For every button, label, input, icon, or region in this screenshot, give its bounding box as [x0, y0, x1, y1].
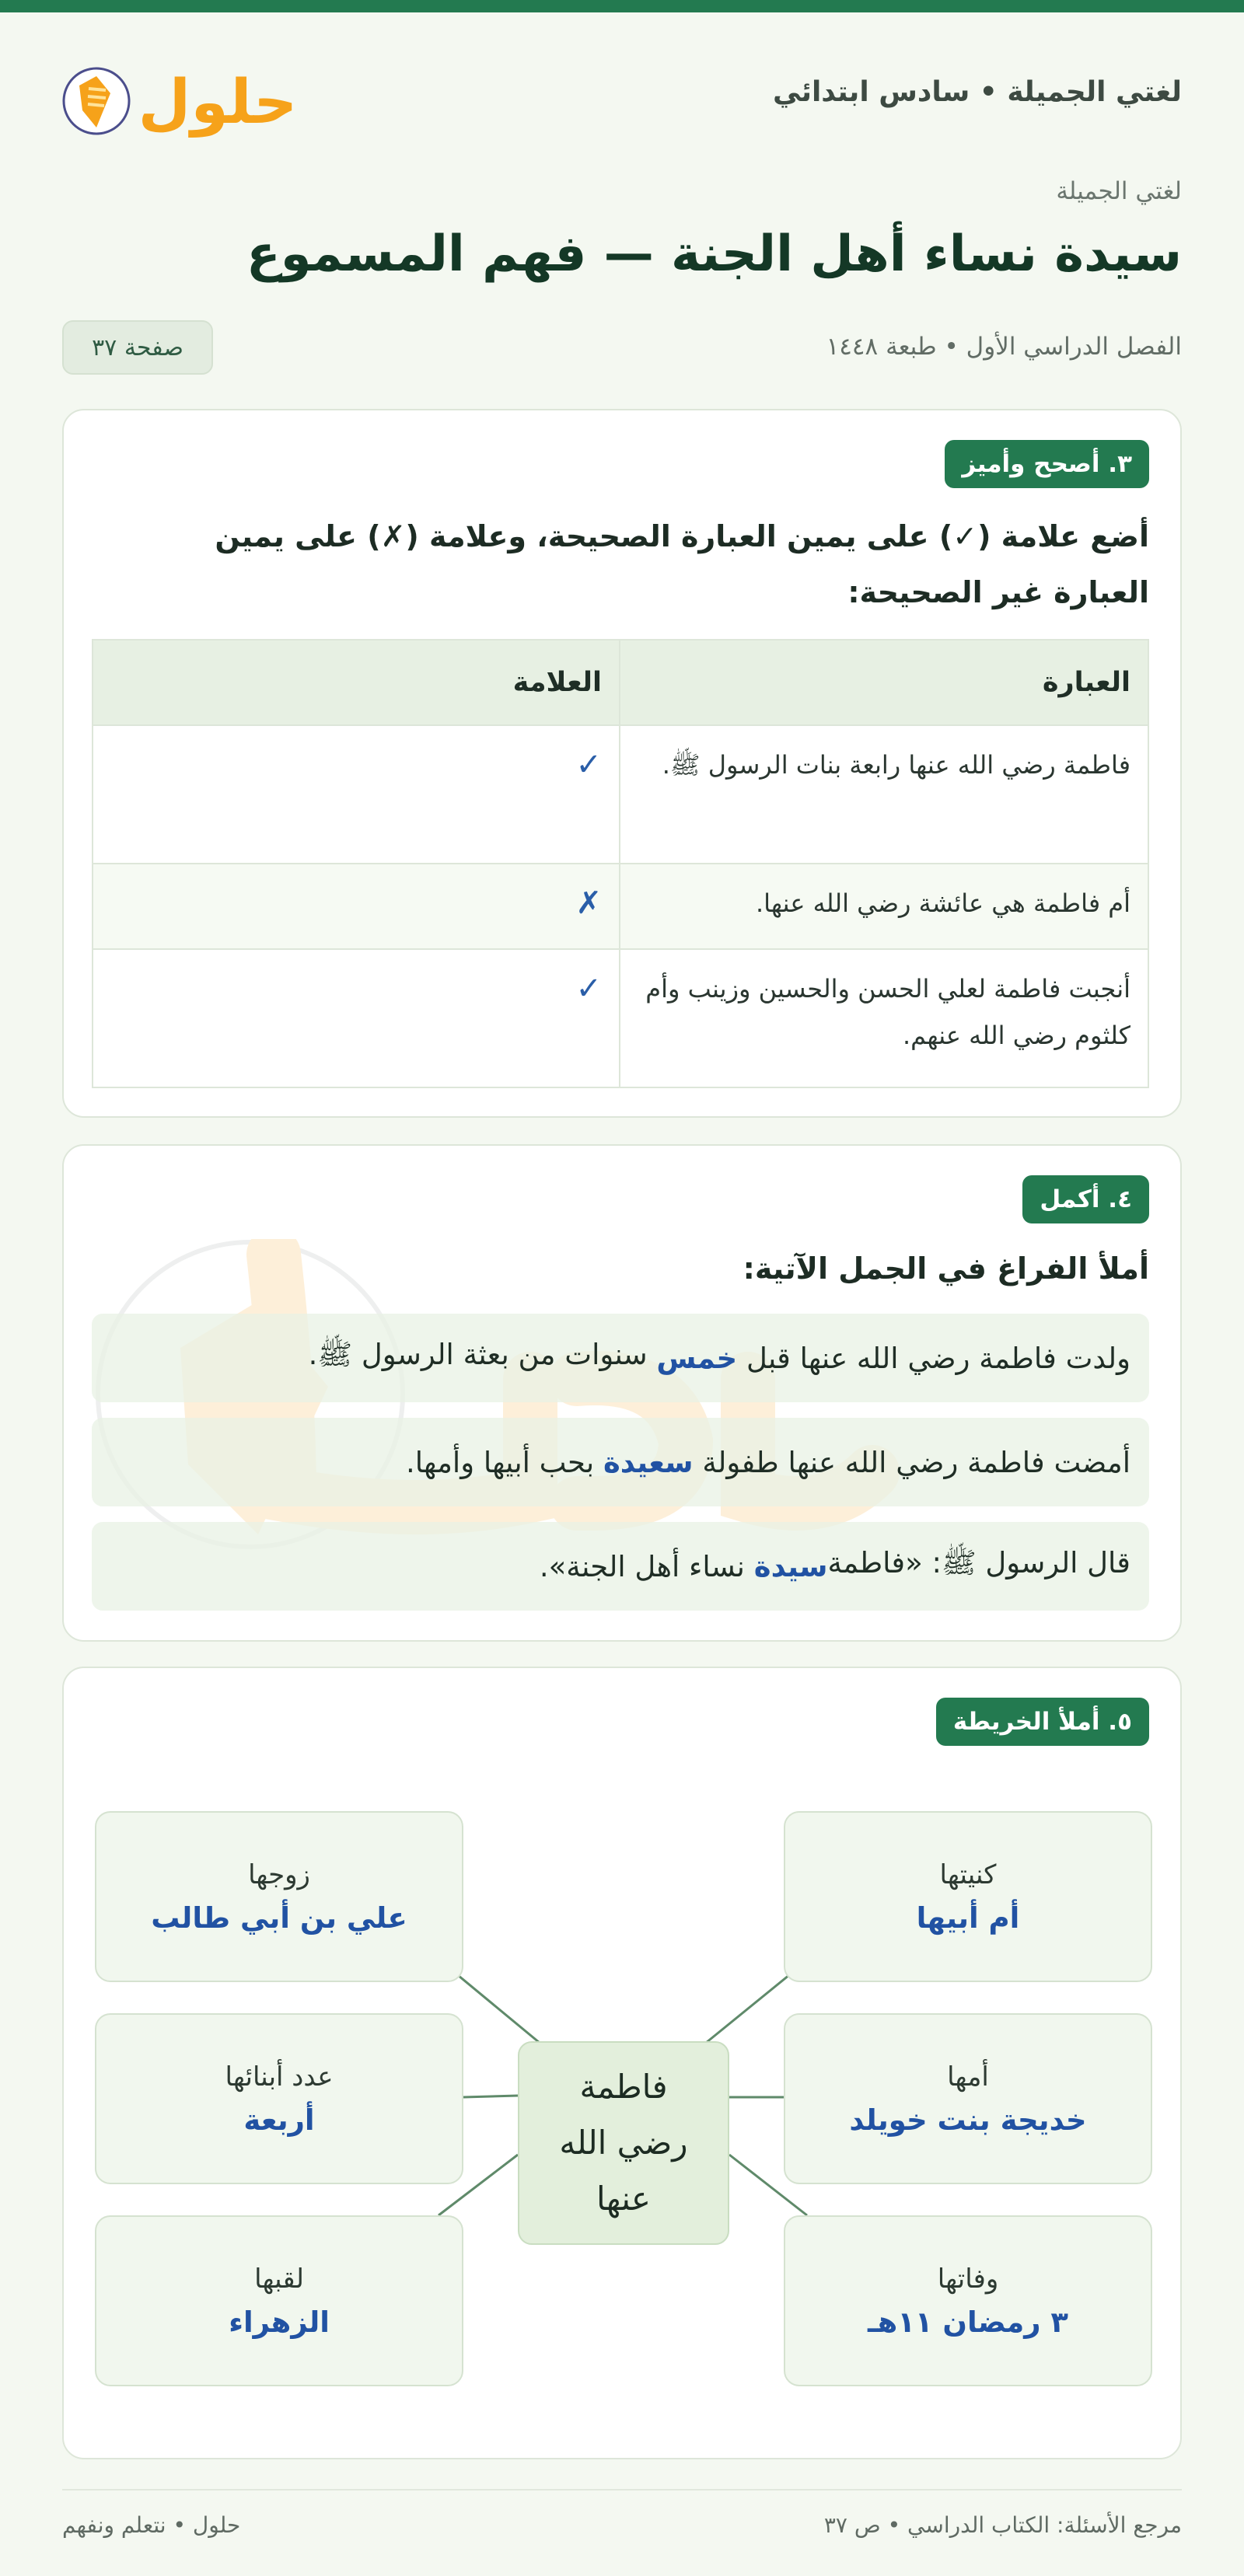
map-node-kunya[interactable]	[784, 1811, 1152, 1982]
fill-blank-sentence	[92, 1418, 1149, 1506]
term-meta: الفصل الدراسي الأول • طبعة ١٤٤٨	[826, 333, 1182, 361]
sentence-text: قال الرسول ﷺ: «فاطمة	[827, 1546, 1130, 1579]
table-row	[93, 864, 1148, 949]
logo-wordmark: حلول	[138, 68, 295, 138]
blank-answer[interactable]: خمس	[656, 1341, 738, 1375]
section-fill-blanks	[62, 1144, 1182, 1642]
node-value: ٣ رمضان ١١هـ	[868, 2305, 1068, 2339]
statement-cell: فاطمة رضي الله عنها رابعة بنات الرسول ﷺ.	[620, 725, 1148, 864]
cross-mark-icon[interactable]: ✗	[93, 864, 620, 949]
node-value: الزهراء	[229, 2305, 330, 2339]
node-value: خديجة بنت خويلد	[849, 2103, 1087, 2137]
true-false-table	[92, 639, 1149, 1088]
blank-answer[interactable]: سعيدة	[603, 1445, 694, 1479]
page-header	[62, 47, 1182, 148]
footer-divider	[62, 2489, 1182, 2490]
fill-blank-sentence	[92, 1522, 1149, 1611]
instruction-line: أضع علامة (✓) على يمين العبارة الصحيحة، وعلامة (✗) على يمين	[215, 519, 1149, 553]
instruction-line: أملأ الفراغ في الجمل الآتية:	[743, 1251, 1149, 1286]
sentence-text: أمضت فاطمة رضي الله عنها طفولة	[702, 1445, 1130, 1479]
page-number-badge: صفحة ٣٧	[62, 320, 213, 375]
map-center-node[interactable]: فاطمة رضي الله عنها	[518, 2041, 729, 2245]
statement-cell: أنجبت فاطمة لعلي الحسن والحسين وزينب وأم كلثوم رضي الله عنهم.	[620, 949, 1148, 1087]
brand-logo[interactable]	[62, 62, 295, 140]
logo-book-icon	[62, 62, 295, 140]
sentence-text: بحب أبيها وأمها.	[406, 1445, 595, 1479]
column-header-mark: العلامة	[93, 640, 620, 725]
section-badge: ٤. أكمل	[1022, 1175, 1149, 1223]
fill-blank-sentence	[92, 1314, 1149, 1402]
section-mind-map	[62, 1667, 1182, 2459]
node-label: أمها	[947, 2061, 989, 2093]
check-mark-icon[interactable]: ✓	[93, 725, 620, 864]
node-label: وفاتها	[937, 2263, 999, 2295]
footer-brand: حلول • نتعلم ونفهم	[62, 2512, 241, 2538]
map-node-title[interactable]	[95, 2215, 463, 2386]
section-badge: ٣. أصحح وأميز	[945, 440, 1149, 488]
table-row	[93, 725, 1148, 864]
subject-kicker: لغتي الجميلة	[1056, 177, 1182, 205]
map-node-husband[interactable]	[95, 1811, 463, 1982]
node-label: زوجها	[248, 1859, 310, 1890]
blank-answer[interactable]: سيدة	[753, 1549, 828, 1583]
node-value: أم أبيها	[916, 1901, 1020, 1935]
sentence-text: سنوات من بعثة الرسول ﷺ.	[308, 1338, 648, 1371]
column-header-statement: العبارة	[620, 640, 1148, 725]
top-accent-bar	[0, 0, 1244, 12]
sentence-text: ولدت فاطمة رضي الله عنها قبل	[746, 1341, 1130, 1375]
footer-source: مرجع الأسئلة: الكتاب الدراسي • ص ٣٧	[823, 2512, 1182, 2538]
node-label: كنيتها	[939, 1859, 997, 1890]
sentence-text: نساء أهل الجنة».	[539, 1549, 745, 1583]
page-title: سيدة نساء أهل الجنة — فهم المسموع	[246, 225, 1182, 283]
check-mark-icon[interactable]: ✓	[93, 949, 620, 1087]
node-label: لقبها	[254, 2263, 304, 2295]
section-true-false	[62, 409, 1182, 1118]
map-node-mother[interactable]	[784, 2013, 1152, 2184]
node-value: أربعة	[243, 2103, 315, 2137]
statement-cell: أم فاطمة هي عائشة رضي الله عنها.	[620, 864, 1148, 949]
table-row	[93, 949, 1148, 1087]
header-title: لغتي الجميلة • سادس ابتدائي	[773, 76, 1182, 108]
node-value: علي بن أبي طالب	[151, 1901, 407, 1935]
map-node-death[interactable]	[784, 2215, 1152, 2386]
section-badge: ٥. أملأ الخريطة	[936, 1698, 1149, 1746]
map-node-children[interactable]	[95, 2013, 463, 2184]
node-label: عدد أبنائها	[225, 2061, 334, 2093]
instruction-line: العبارة غير الصحيحة:	[847, 575, 1149, 609]
